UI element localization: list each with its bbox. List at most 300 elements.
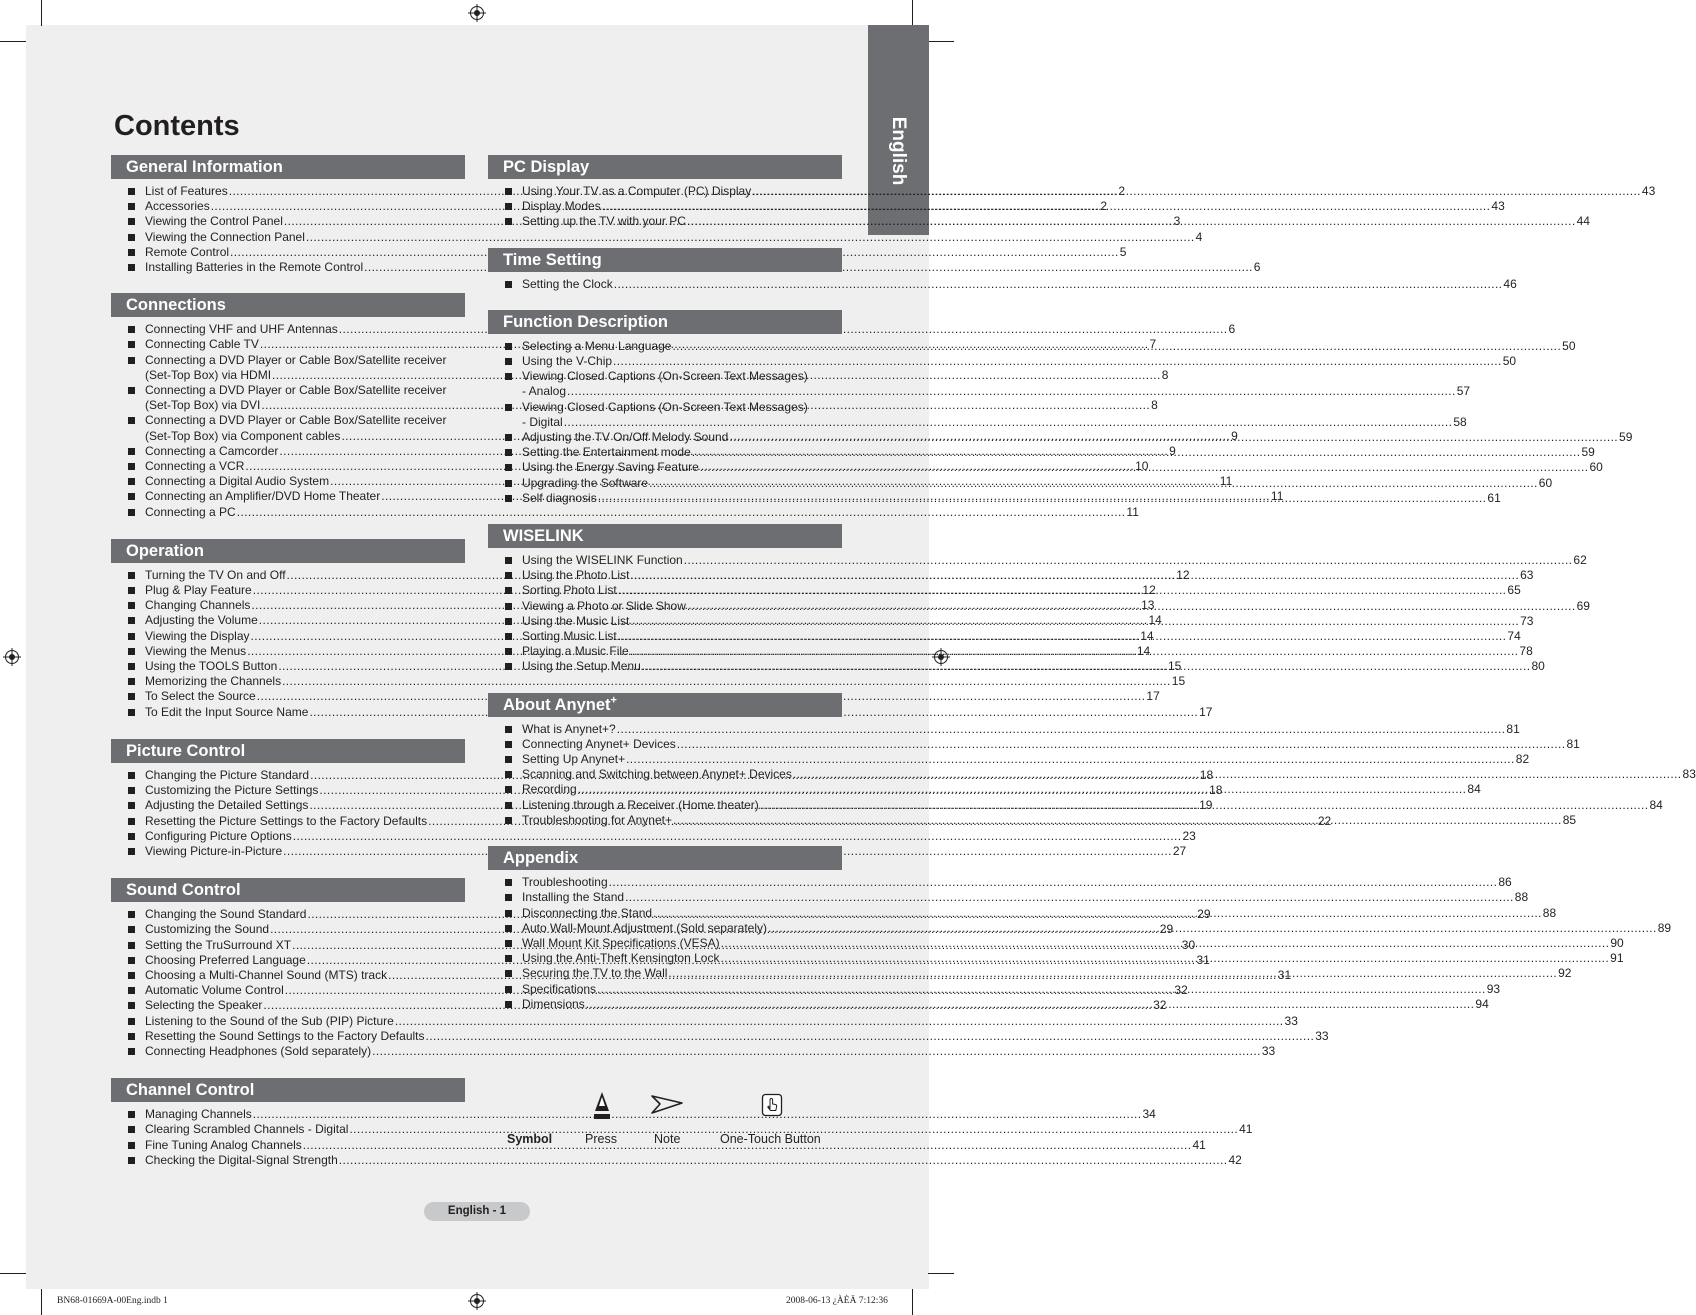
toc-leader-dots bbox=[687, 599, 1576, 612]
trim-mark bbox=[928, 41, 954, 42]
toc-entry-row bbox=[145, 828, 1196, 844]
toc-entry-text: Using the V-Chip bbox=[522, 354, 613, 369]
toc-entry[interactable] bbox=[488, 338, 1576, 354]
toc-page-number: 27 bbox=[1172, 843, 1187, 858]
toc-leader-dots bbox=[567, 384, 1456, 397]
toc-leader-dots bbox=[617, 722, 1506, 735]
toc-entry-text-line1: Viewing Closed Captions (On-Screen Text Messages) bbox=[522, 399, 808, 414]
toc-leader-dots bbox=[598, 491, 1487, 504]
trim-mark bbox=[41, 1289, 42, 1315]
toc-entry-row bbox=[145, 260, 1261, 275]
toc-leader-dots bbox=[618, 629, 1507, 642]
page-number-pill: English - 1 bbox=[424, 1202, 530, 1221]
section-heading-text: Operation bbox=[126, 541, 204, 560]
toc-entry[interactable] bbox=[488, 430, 1633, 445]
section-heading-text: Time Setting bbox=[503, 250, 602, 269]
toc-entry-text: Listening through a Receiver (Home theater) bbox=[522, 797, 759, 812]
symbol-label: Symbol bbox=[507, 1132, 553, 1146]
toc-page-number: 2 bbox=[1100, 199, 1108, 214]
toc-page-number: 17 bbox=[1199, 704, 1213, 719]
toc-entry-text-line1: Connecting a DVD Player or Cable Box/Satellite receiver bbox=[145, 413, 447, 428]
toc-page-number: 29 bbox=[1159, 922, 1174, 937]
toc-page-number: 94 bbox=[1475, 996, 1489, 1011]
toc-entry-text: Using the WISELINK Function bbox=[522, 553, 683, 568]
section-heading-text: PC Display bbox=[503, 158, 590, 176]
date-slug: 2008-06-13 ¿ÀÈÄ 7:12:36 bbox=[786, 1296, 888, 1306]
toc-entry[interactable] bbox=[111, 828, 1196, 844]
section-heading-text: Sound Control bbox=[126, 881, 241, 900]
toc-entry-row bbox=[522, 184, 1656, 199]
toc-entry-text-line1: Connecting a DVD Player or Cable Box/Satellite receiver bbox=[145, 352, 447, 367]
toc-leader-dots bbox=[609, 875, 1498, 888]
toc-page-number: 33 bbox=[1284, 1013, 1298, 1028]
toc-entry[interactable] bbox=[111, 1152, 1242, 1168]
toc-page-number: 74 bbox=[1507, 629, 1521, 644]
toc-entry-text: Connecting a VCR bbox=[145, 459, 245, 474]
toc-page-number: 13 bbox=[1141, 598, 1155, 613]
toc-entry-text: Using the TOOLS Button bbox=[145, 659, 278, 674]
toc-entry-text: Dimensions bbox=[522, 996, 585, 1011]
toc-entry-text: Connecting a Digital Audio System bbox=[145, 474, 330, 489]
toc-page-number: 63 bbox=[1520, 568, 1534, 583]
toc-entry-text-line1: Viewing Closed Captions (On-Screen Text Messages) bbox=[522, 369, 808, 384]
section-heading-text: WISELINK bbox=[503, 527, 584, 546]
section-heading bbox=[111, 539, 465, 563]
toc-page-number: 88 bbox=[1542, 905, 1557, 920]
toc-entry-text: Managing Channels bbox=[145, 1107, 252, 1122]
toc-page-number: 34 bbox=[1142, 1107, 1156, 1122]
toc-entry-row bbox=[145, 674, 1186, 689]
toc-entry-text: Playing a Music File bbox=[522, 644, 629, 659]
toc-page-number: 17 bbox=[1146, 689, 1160, 704]
toc-page-number: 7 bbox=[1149, 337, 1157, 352]
toc-page-number: 18 bbox=[1209, 783, 1223, 798]
toc-leader-dots bbox=[626, 752, 1515, 765]
toc-page-number: 19 bbox=[1199, 798, 1213, 813]
section-heading-superscript: + bbox=[610, 694, 617, 707]
toc-page-number: 50 bbox=[1562, 338, 1576, 353]
section-item-list bbox=[488, 179, 1656, 230]
toc-entry-row bbox=[145, 229, 1203, 245]
toc-page-number: 8 bbox=[1161, 367, 1169, 382]
toc-page-number: 42 bbox=[1228, 1152, 1242, 1167]
toc-entry-text: Selecting the Speaker bbox=[145, 998, 263, 1013]
toc-entry-text: Viewing Picture-in-Picture bbox=[145, 843, 283, 858]
toc-leader-dots bbox=[700, 460, 1589, 473]
toc-entry-text: Setting the Clock bbox=[522, 276, 613, 291]
note-icon bbox=[651, 1095, 683, 1115]
toc-entry-row bbox=[145, 322, 1236, 337]
toc-entry-text: Connecting a PC bbox=[145, 504, 236, 519]
section-heading-text: Appendix bbox=[503, 849, 579, 868]
toc-entry-text: Adjusting the Detailed Settings bbox=[145, 798, 309, 813]
toc-page-number: 46 bbox=[1503, 276, 1517, 291]
toc-leader-dots bbox=[372, 1044, 1261, 1057]
toc-entry[interactable] bbox=[488, 721, 1520, 737]
toc-page-number: 57 bbox=[1456, 384, 1471, 399]
toc-entry[interactable] bbox=[111, 1107, 1156, 1122]
toc-entry-text: Remote Control bbox=[145, 244, 230, 259]
toc-entry-text: Using the Photo List bbox=[522, 568, 630, 583]
toc-page-number: 15 bbox=[1171, 674, 1186, 689]
toc-entry[interactable] bbox=[111, 504, 1139, 520]
toc-leader-dots bbox=[597, 982, 1486, 995]
toc-leader-dots bbox=[687, 214, 1576, 227]
toc-entry-text: Wall Mount Kit Specifications (VESA) bbox=[522, 935, 720, 950]
toc-leader-dots bbox=[768, 921, 1657, 934]
toc-entry-row bbox=[522, 553, 1587, 568]
toc-page-number: 82 bbox=[1515, 752, 1530, 767]
toc-leader-dots bbox=[721, 936, 1610, 949]
section-heading bbox=[488, 155, 842, 179]
toc-entry-text: Viewing the Control Panel bbox=[145, 214, 283, 229]
section-heading-text: Picture Control bbox=[126, 741, 246, 760]
trim-mark bbox=[912, 1289, 913, 1315]
trim-mark bbox=[928, 1273, 954, 1274]
section-heading bbox=[488, 524, 842, 548]
toc-page-number: 69 bbox=[1576, 598, 1590, 613]
toc-page-number: 4 bbox=[1195, 229, 1203, 244]
toc-page-number: 12 bbox=[1142, 583, 1156, 598]
toc-entry[interactable] bbox=[488, 890, 1529, 905]
toc-entry-text: What is Anynet+? bbox=[522, 721, 616, 736]
toc-leader-dots bbox=[760, 798, 1649, 811]
toc-page-number: 44 bbox=[1576, 214, 1590, 229]
toc-entry-text: Viewing the Display bbox=[145, 628, 250, 643]
toc-entry[interactable] bbox=[111, 1013, 1298, 1029]
toc-entry-text: Troubleshooting bbox=[522, 875, 608, 890]
toc-entry-text: Self diagnosis bbox=[522, 490, 597, 505]
section-item-list bbox=[488, 272, 1517, 292]
toc-page-number: 90 bbox=[1610, 935, 1624, 950]
toc-page-number: 73 bbox=[1520, 613, 1534, 628]
toc-entry-text: Viewing the Connection Panel bbox=[145, 229, 305, 244]
toc-entry[interactable] bbox=[111, 674, 1186, 689]
toc-page-number: 50 bbox=[1502, 354, 1517, 369]
toc-page-number: 78 bbox=[1519, 644, 1533, 659]
toc-entry-text: Adjusting the TV On/Off Melody Sound bbox=[522, 430, 729, 445]
toc-entry[interactable] bbox=[111, 689, 1160, 704]
section-heading-text: Connections bbox=[126, 296, 226, 315]
section-heading bbox=[488, 248, 842, 272]
toc-leader-dots bbox=[613, 354, 1502, 367]
toc-entry[interactable] bbox=[488, 553, 1587, 568]
toc-entry-text: Choosing a Multi-Channel Sound (MTS) track bbox=[145, 967, 388, 982]
toc-entry-text: Customizing the Picture Settings bbox=[145, 783, 319, 798]
toc-entry-text: Memorizing the Channels bbox=[145, 674, 282, 689]
toc-leader-dots bbox=[618, 583, 1507, 596]
toc-entry[interactable] bbox=[488, 199, 1505, 214]
toc-entry-row bbox=[145, 1152, 1242, 1168]
toc-leader-dots bbox=[642, 659, 1531, 672]
toc-leader-dots bbox=[752, 184, 1641, 197]
toc-page-number: 11 bbox=[1219, 474, 1233, 489]
toc-page-number: 23 bbox=[1182, 828, 1196, 843]
toc-entry-text: Connecting Cable TV bbox=[145, 337, 259, 352]
toc-entry[interactable] bbox=[488, 875, 1512, 890]
trim-mark bbox=[0, 41, 26, 42]
toc-page-number: 88 bbox=[1514, 890, 1529, 905]
toc-page-number: 2 bbox=[1118, 184, 1126, 198]
toc-entry-text: Using the Energy Saving Feature bbox=[522, 460, 699, 475]
section-heading bbox=[488, 693, 842, 717]
toc-leader-dots bbox=[684, 553, 1573, 566]
toc-entry-row bbox=[522, 445, 1595, 460]
toc-entry-row bbox=[145, 1013, 1298, 1029]
toc-page-number: 30 bbox=[1181, 937, 1196, 952]
trim-mark bbox=[0, 1273, 26, 1274]
toc-entry-text: Display Modes bbox=[522, 199, 601, 214]
toc-entry-row bbox=[145, 1028, 1329, 1044]
toc-entry-text: To Select the Source bbox=[145, 689, 256, 704]
toc-entry-text: Accessories bbox=[145, 199, 210, 214]
toc-entry-text: Disconnecting the Stand bbox=[522, 905, 653, 920]
toc-leader-dots bbox=[625, 890, 1514, 903]
toc-leader-dots bbox=[426, 1029, 1315, 1042]
toc-entry-text: Selecting a Menu Language bbox=[522, 338, 672, 353]
toc-entry-text: Scanning and Switching between Anynet+ Devices bbox=[522, 767, 792, 782]
toc-entry-row bbox=[522, 736, 1580, 752]
toc-entry-text: Sorting Photo List bbox=[522, 583, 617, 598]
toc-page-number: 85 bbox=[1562, 812, 1577, 827]
toc-leader-dots bbox=[614, 277, 1503, 290]
toc-entry-row bbox=[145, 1043, 1276, 1059]
toc-page-number: 89 bbox=[1657, 920, 1672, 935]
toc-entry-text: To Edit the Input Source Name bbox=[145, 704, 309, 719]
section-heading-text: About Anynet bbox=[503, 695, 611, 714]
toc-entry-text: Changing the Sound Standard bbox=[145, 907, 307, 922]
toc-entry[interactable] bbox=[111, 322, 1236, 337]
toc-entry-row bbox=[522, 430, 1633, 445]
language-tab-label: English bbox=[888, 116, 909, 186]
toc-page-number: 81 bbox=[1566, 736, 1580, 751]
toc-leader-dots bbox=[673, 813, 1562, 826]
toc-page-number: 33 bbox=[1261, 1043, 1276, 1058]
toc-leader-dots bbox=[793, 767, 1682, 780]
toc-entry-row bbox=[522, 875, 1512, 890]
section-heading bbox=[488, 310, 842, 334]
toc-page-number: 59 bbox=[1581, 445, 1595, 460]
toc-entry-text: (Set-Top Box) via Component cables bbox=[145, 428, 341, 443]
toc-entry-text: Connecting VHF and UHF Antennas bbox=[145, 322, 338, 337]
toc-entry[interactable] bbox=[488, 184, 1656, 199]
toc-entry-text: Upgrading the Software bbox=[522, 475, 649, 490]
toc-leader-dots bbox=[602, 199, 1491, 212]
toc-page-number: 59 bbox=[1619, 430, 1633, 445]
toc-leader-dots bbox=[630, 568, 1519, 581]
toc-page-number: 43 bbox=[1491, 199, 1505, 214]
toc-entry-text: Resetting the Sound Settings to the Factory Defaults bbox=[145, 1028, 425, 1043]
toc-page-number: 5 bbox=[1119, 244, 1127, 259]
toc-entry-text: (Set-Top Box) via HDMI bbox=[145, 367, 272, 382]
section-heading bbox=[111, 878, 465, 902]
toc-leader-dots bbox=[653, 906, 1542, 919]
toc-page-number: 6 bbox=[1228, 322, 1236, 337]
toc-entry-text: Configuring Picture Options bbox=[145, 828, 292, 843]
toc-leader-dots bbox=[586, 997, 1475, 1010]
registration-mark-icon bbox=[3, 648, 21, 666]
toc-entry-row bbox=[522, 890, 1529, 905]
section-heading bbox=[111, 293, 465, 317]
toc-entry-text: Connecting Anynet+ Devices bbox=[522, 736, 676, 751]
toc-entry-text: Adjusting the Volume bbox=[145, 613, 258, 628]
toc-entry[interactable] bbox=[111, 229, 1203, 245]
toc-entry-row bbox=[522, 199, 1505, 214]
toc-page-number: 9 bbox=[1231, 428, 1238, 443]
toc-page-number: 84 bbox=[1467, 782, 1481, 797]
toc-entry[interactable] bbox=[111, 1043, 1276, 1059]
toc-page-number: 91 bbox=[1610, 951, 1624, 966]
toc-entry-text: Connecting an Amplifier/DVD Home Theater bbox=[145, 489, 381, 504]
toc-entry-text: Checking the Digital-Signal Strength bbox=[145, 1152, 338, 1167]
toc-entry-text: Using the Music List bbox=[522, 613, 630, 628]
toc-page-number: 14 bbox=[1148, 613, 1162, 628]
press-label: Press bbox=[585, 1132, 617, 1146]
toc-leader-dots bbox=[729, 430, 1618, 443]
section-heading bbox=[111, 739, 465, 763]
toc-page-number: 11 bbox=[1126, 504, 1139, 519]
toc-entry[interactable] bbox=[488, 369, 1471, 399]
section-heading-text: General Information bbox=[126, 158, 283, 176]
toc-entry-text: Installing Batteries in the Remote Control bbox=[145, 260, 364, 275]
toc-page-number: 22 bbox=[1317, 813, 1332, 828]
toc-entry-text: Changing Channels bbox=[145, 598, 251, 613]
toc-entry-row bbox=[522, 414, 1467, 430]
toc-page-number: 41 bbox=[1192, 1137, 1206, 1152]
toc-entry-text: Troubleshooting for Anynet+ bbox=[522, 812, 672, 827]
toc-entry[interactable] bbox=[488, 399, 1467, 430]
toc-page-number: 93 bbox=[1486, 981, 1501, 996]
toc-entry-text: Listening to the Sound of the Sub (PIP) Picture bbox=[145, 1013, 394, 1028]
section-heading-text: Function Description bbox=[503, 312, 668, 331]
toc-page-number: 6 bbox=[1253, 260, 1261, 275]
toc-entry-text: Resetting the Picture Settings to the Factory Defaults bbox=[145, 813, 428, 828]
toc-entry-text: Clearing Scrambled Channels - Digital bbox=[145, 1122, 349, 1137]
toc-page-number: 32 bbox=[1153, 998, 1167, 1013]
toc-entry-text: Viewing the Menus bbox=[145, 643, 247, 658]
toc-page-number: 86 bbox=[1498, 875, 1512, 890]
toc-leader-dots bbox=[677, 737, 1566, 750]
toc-entry[interactable] bbox=[488, 354, 1517, 369]
section-heading-text: Channel Control bbox=[126, 1081, 255, 1100]
toc-entry-text: List of Features bbox=[145, 184, 228, 198]
toc-leader-dots bbox=[649, 476, 1538, 489]
toc-leader-dots bbox=[668, 966, 1557, 979]
toc-page-number: 80 bbox=[1531, 659, 1545, 674]
toc-entry[interactable] bbox=[111, 1028, 1329, 1044]
toc-entry[interactable] bbox=[488, 214, 1590, 229]
toc-page-number: 58 bbox=[1453, 414, 1467, 429]
toc-entry-text: Setting up the TV with your PC bbox=[522, 214, 686, 229]
toc-page-number: 43 bbox=[1641, 184, 1656, 198]
toc-entry-row bbox=[145, 689, 1160, 704]
toc-entry[interactable] bbox=[488, 736, 1580, 752]
toc-page-number: 60 bbox=[1589, 460, 1603, 475]
toc-page-number: 41 bbox=[1239, 1122, 1253, 1137]
toc-page-number: 33 bbox=[1315, 1028, 1329, 1043]
toc-page-number: 83 bbox=[1682, 767, 1696, 782]
toc-entry[interactable] bbox=[488, 276, 1517, 292]
toc-entry-row bbox=[522, 384, 1471, 399]
toc-entry[interactable] bbox=[488, 752, 1530, 767]
registration-mark-icon bbox=[468, 1292, 486, 1310]
toc-leader-dots bbox=[672, 339, 1561, 352]
toc-entry-text: Using the Setup Menu bbox=[522, 659, 641, 674]
toc-leader-dots bbox=[564, 415, 1453, 428]
symbol-legend bbox=[495, 1085, 835, 1155]
toc-entry-text: Connecting Headphones (Sold separately) bbox=[145, 1043, 372, 1058]
toc-page-number: 65 bbox=[1507, 583, 1521, 598]
page-title: Contents bbox=[114, 110, 240, 142]
toc-page-number: 81 bbox=[1506, 721, 1520, 736]
toc-leader-dots bbox=[692, 445, 1581, 458]
toc-entry-text: Sorting Music List bbox=[522, 629, 617, 644]
toc-entry-text: Specifications bbox=[522, 981, 597, 996]
toc-page-number: 8 bbox=[1151, 398, 1158, 413]
toc-entry[interactable] bbox=[111, 1122, 1253, 1137]
trim-mark bbox=[912, 0, 913, 26]
toc-leader-dots bbox=[720, 951, 1609, 964]
toc-entry-text: Using the Anti-Theft Kensington Lock bbox=[522, 951, 720, 966]
toc-entry-text: - Digital bbox=[522, 414, 563, 429]
toc-page-number: 14 bbox=[1140, 628, 1154, 643]
press-icon bbox=[592, 1091, 612, 1121]
toc-entry-row bbox=[522, 752, 1530, 767]
toc-entry[interactable] bbox=[488, 445, 1595, 460]
toc-page-number: 92 bbox=[1558, 966, 1572, 981]
toc-entry-row bbox=[145, 1122, 1253, 1137]
toc-entry-text: Automatic Volume Control bbox=[145, 983, 284, 998]
note-label: Note bbox=[654, 1132, 681, 1146]
toc-entry-text: Auto Wall-Mount Adjustment (Sold separately) bbox=[522, 920, 767, 935]
toc-entry-text: Viewing a Photo or Slide Show bbox=[522, 598, 686, 613]
one-touch-button-icon bbox=[761, 1093, 783, 1117]
toc-entry-text: Turning the TV On and Off bbox=[145, 567, 286, 582]
toc-entry-text: (Set-Top Box) via DVI bbox=[145, 398, 261, 413]
toc-entry-row bbox=[145, 1107, 1156, 1122]
trim-mark bbox=[41, 0, 42, 26]
toc-page-number: 12 bbox=[1176, 567, 1190, 582]
toc-entry-text: - Analog bbox=[522, 384, 567, 399]
toc-page-number: 18 bbox=[1199, 767, 1214, 782]
toc-entry-row bbox=[145, 504, 1139, 520]
toc-leader-dots bbox=[630, 644, 1519, 657]
toc-entry-text: Using Your TV as a Computer (PC) Display bbox=[522, 184, 752, 198]
toc-entry-text: Installing the Stand bbox=[522, 890, 625, 905]
toc-page-number: 60 bbox=[1538, 475, 1553, 490]
section-heading bbox=[488, 846, 842, 870]
toc-leader-dots bbox=[395, 1014, 1284, 1027]
toc-page-number: 31 bbox=[1196, 952, 1210, 967]
registration-mark-icon bbox=[468, 4, 486, 22]
toc-page-number: 14 bbox=[1136, 643, 1151, 658]
toc-leader-dots bbox=[578, 782, 1467, 795]
one-touch-button-label: One-Touch Button bbox=[720, 1132, 821, 1146]
toc-page-number: 31 bbox=[1277, 967, 1292, 982]
toc-entry-row bbox=[522, 276, 1517, 292]
toc-leader-dots bbox=[630, 614, 1519, 627]
toc-page-number: 29 bbox=[1197, 907, 1211, 922]
toc-page-number: 3 bbox=[1173, 214, 1181, 229]
toc-entry-text: Fine Tuning Analog Channels bbox=[145, 1137, 302, 1152]
toc-page-number: 11 bbox=[1270, 489, 1284, 504]
toc-entry-text: Connecting a Camcorder bbox=[145, 443, 279, 458]
toc-entry-row bbox=[522, 721, 1520, 737]
toc-entry[interactable] bbox=[111, 260, 1261, 275]
toc-entry-text: Plug & Play Feature bbox=[145, 583, 252, 598]
toc-entry-row bbox=[522, 214, 1590, 229]
toc-page-number: 10 bbox=[1135, 459, 1149, 474]
